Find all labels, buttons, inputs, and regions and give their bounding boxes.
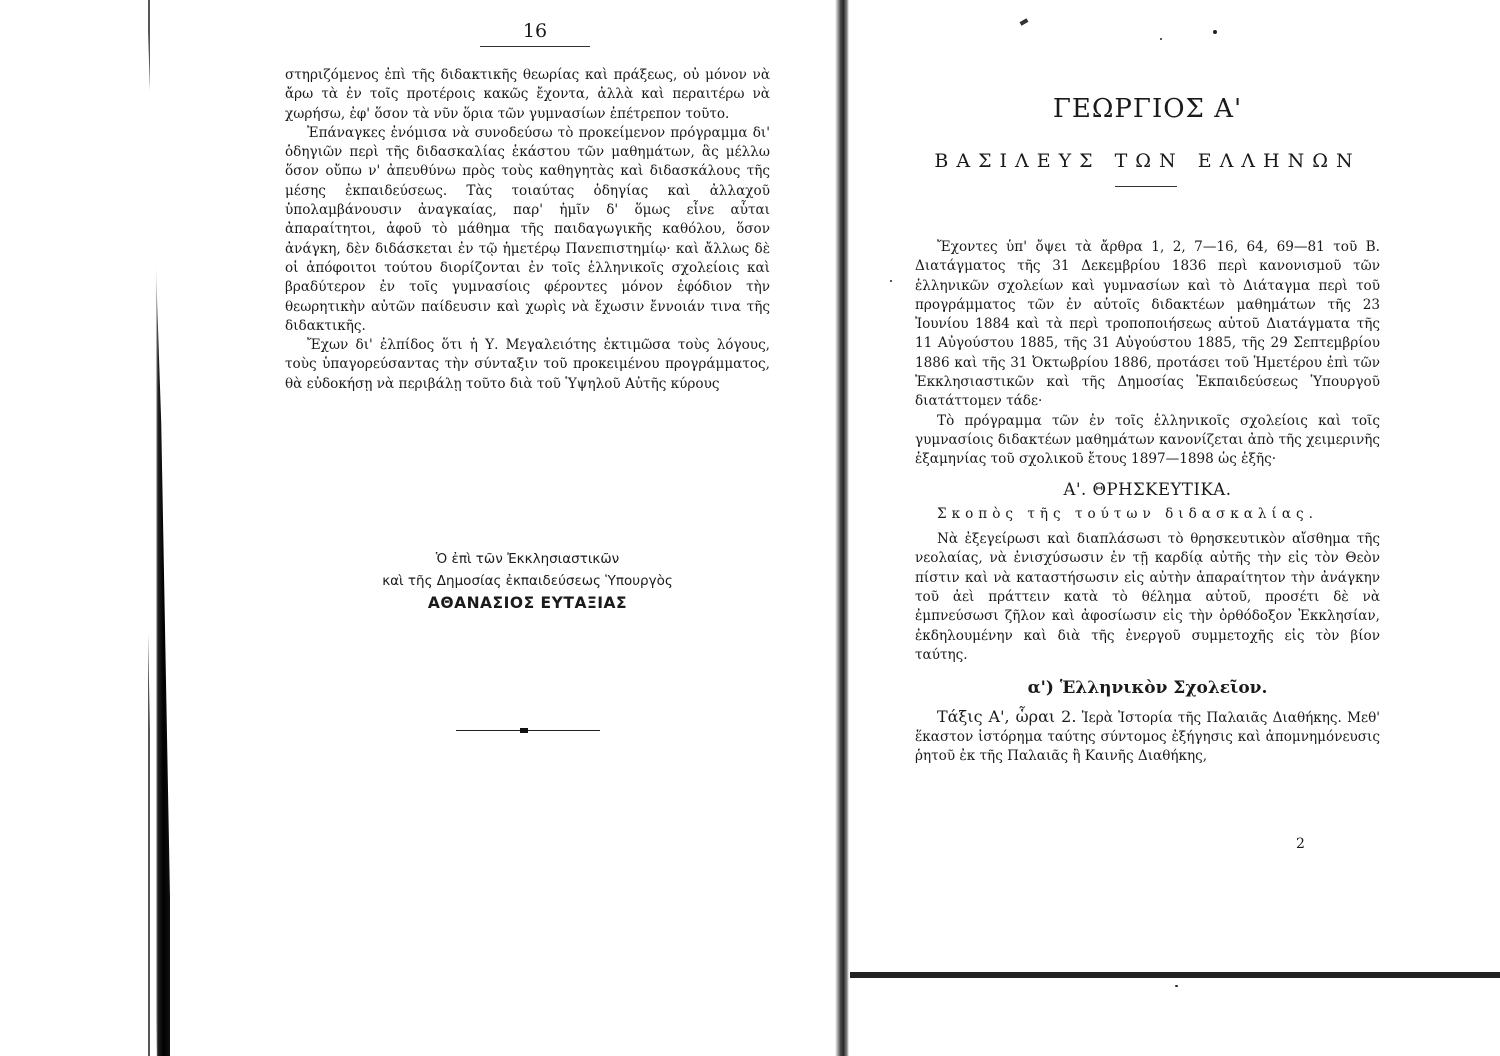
right-page-body	[915, 238, 1380, 766]
class-paragraph	[915, 707, 1380, 767]
king-subtitle: ΒΑΣΙΛΕΥΣ ΤΩΝ ΕΛΛΗΝΩΝ	[934, 150, 1361, 172]
ink-speck	[1160, 38, 1162, 40]
king-title: ΓΕΩΡΓΙΟΣ Α'	[1052, 94, 1243, 124]
subsection-title: α') Ἑλληνικὸν Σχολεῖον.	[1027, 678, 1268, 699]
minister-signature-block	[285, 548, 770, 612]
class-lead: Τάξις Α', ὧραι 2.	[937, 706, 1077, 726]
signature-line-1: Ὁ ἐπὶ τῶν Ἐκκλησιαστικῶν	[435, 551, 620, 567]
decree-paragraph-2: Τὸ πρόγραμμα τῶν ἐν τοῖς ἑλληνικοῖς σχολείοις καὶ τοῖς γυμνασίοις διδακτέων μαθημάτων κανονίζεται ἀπὸ τῆς χειμερινῆς ἑξαμηνίας τοῦ σχολικοῦ ἔτους 1897—1898 ὡς ἑξῆς·	[915, 412, 1380, 468]
page-number-rule	[480, 46, 590, 47]
paragraph-1: στηριζόμενος ἐπὶ τῆς διδακτικῆς θεωρίας καὶ πράξεως, οὐ μόνον νὰ ἄρω τὰ ἐν τοῖς προτέροις κακῶς ἔχοντα, ἀλλὰ καὶ περαιτέρω νὰ χωρήσω, ἐφ' ὅσον τὰ νῦν ὅρια τῶν γυμνασίων ἐπέτρεπον τοῦτο.	[285, 67, 770, 122]
ink-speck	[890, 280, 892, 282]
aim-paragraph: Νὰ ἐξεγείρωσι καὶ διαπλάσωσι τὸ θρησκευτικὸν αἴσθημα τῆς νεολαίας, νὰ ἐνισχύσωσιν ἐν τῇ καρδίᾳ αὐτῆς τὴν εἰς τὸν Θεὸν πίστιν καὶ νὰ καταστήσωσιν εἰς αὐτὴν ἀπαραίτητον τὴν ἀνάγκην τοῦ ἀεὶ πράττειν κατὰ τὸ θέλημα αὐτοῦ, προσέτι δὲ νὰ ἐμπνεύσωσι ζῆλον καὶ ἀφοσίωσιν εἰς τὴν ὀρθόδοξον Ἐκκλησίαν, ἐκδηλουμένην καὶ διὰ τῆς ἐνεργοῦ συμμετοχῆς εἰς τὸν βίον ταύτης.	[915, 531, 1380, 663]
left-page-edge-shadow	[148, 0, 170, 1056]
book-gutter	[835, 0, 849, 1056]
title-rule	[1115, 186, 1177, 187]
paragraph-3: Ἔχων δι' ἐλπίδος ὅτι ἡ Υ. Μεγαλειότης ἐκτιμῶσα τοὺς λόγους, τοὺς ὑπαγορεύσαντας τὴν σύνταξιν τοῦ προκειμένου προγράμματος, θὰ εὐδοκήσῃ νὰ περιβάλῃ τοῦτο διὰ τοῦ Ὑψηλοῦ Αὐτῆς κύρους	[285, 337, 770, 392]
end-ornament-rule	[456, 730, 600, 731]
end-ornament-dot	[520, 728, 528, 733]
page-number: 16	[522, 20, 548, 42]
class-text: Ἱερὰ Ἱστορία τῆς Παλαιᾶς Διαθήκης. Μεθ' ἕκαστον ἱστόρημα ταύτης σύντομος ἐξήγησις καὶ ἀπομνημόνευσις ῥητοῦ ἐκ τῆς Παλαιᾶς ἢ Καινῆς Διαθήκης,	[915, 709, 1380, 765]
decree-paragraph-1: Ἔχοντες ὑπ' ὄψει τὰ ἄρθρα 1, 2, 7—16, 64, 69—81 τοῦ Β. Διατάγματος τῆς 31 Δεκεμβρίου 1836 περὶ κανονισμοῦ τῶν ἑλληνικῶν σχολείων καὶ γυμνασίων καὶ τὸ Διάταγμα περὶ τοῦ προγράμματος τῶν ἐν αὐτοῖς διδακτέων μαθημάτων τῆς 23 Ἰουνίου 1884 καὶ τὰ περὶ τροποποιήσεως αὐτοῦ Διατάγματα τῆς 11 Αὐγούστου 1885, τῆς 31 Αὐγούστου 1885, τῆς 29 Σεπτεμβρίου 1886 καὶ τῆς 31 Ὀκτωβρίου 1886, προτάσει τοῦ Ἡμετέρου ἐπὶ τῶν Ἐκκλησιαστικῶν καὶ τῆς Δημοσίας Ἐκπαιδεύσεως Ὑπουργοῦ διατάττομεν τάδε·	[915, 239, 1380, 410]
signature-mark: 2	[1296, 836, 1305, 852]
left-page-body	[285, 66, 770, 394]
right-page	[915, 0, 1380, 1056]
signature-line-2: καὶ τῆς Δημοσίας ἐκπαιδεύσεως Ὑπουργὸς	[382, 573, 673, 589]
left-page	[285, 0, 770, 1056]
minister-name: ΑΘΑΝΑΣΙΟΣ ΕΥΤΑΞΙΑΣ	[427, 594, 628, 612]
ink-speck	[1175, 985, 1178, 987]
aim-title: Σκοπὸς τῆς τούτων διδασκαλίας.	[937, 505, 1318, 522]
paragraph-2: Ἐπάναγκες ἐνόμισα νὰ συνοδεύσω τὸ προκείμενον πρόγραμμα δι' ὁδηγιῶν περὶ τῆς διδασκαλίας ἑκάστου τῶν μαθημάτων, ἃς μέλλω ὅσον οὔπω ν' ἀπευθύνω πρὸς τοὺς καθηγητὰς καὶ διδασκάλους τῆς μέσης ἐκπαιδεύσεως. Τὰς τοιαύτας ὁδηγίας καὶ ἀλλαχοῦ ὑπολαμβάνουσιν ἀναγκαίας, παρ' ἡμῖν δ' ὅμως εἶνε αὗται ἀπαραίτητοι, ἀφοῦ τὸ μάθημα τῆς παιδαγωγικῆς καθόλου, ὅσον ἀνάγκη, δὲν διδάσκεται ἐν τῷ ἡμετέρῳ Πανεπιστημίῳ· καὶ ἄλλως δὲ οἱ ἀπόφοιτοι τούτου διορίζονται ἐν τοῖς ἑλληνικοῖς σχολείοις καὶ βραδύτερον ἐν τοῖς γυμνασίοις φέροντες μόνον ἐφόδιον τὴν θεωρητικὴν αὐτῶν παίδευσιν καὶ χωρὶς νὰ ἔχωσιν ἔννοιάν τινα τῆς διδακτικῆς.	[285, 124, 770, 334]
section-title: Α'. ΘΡΗΣΚΕΥΤΙΚΑ.	[1063, 479, 1232, 499]
ink-speck	[1213, 30, 1217, 34]
